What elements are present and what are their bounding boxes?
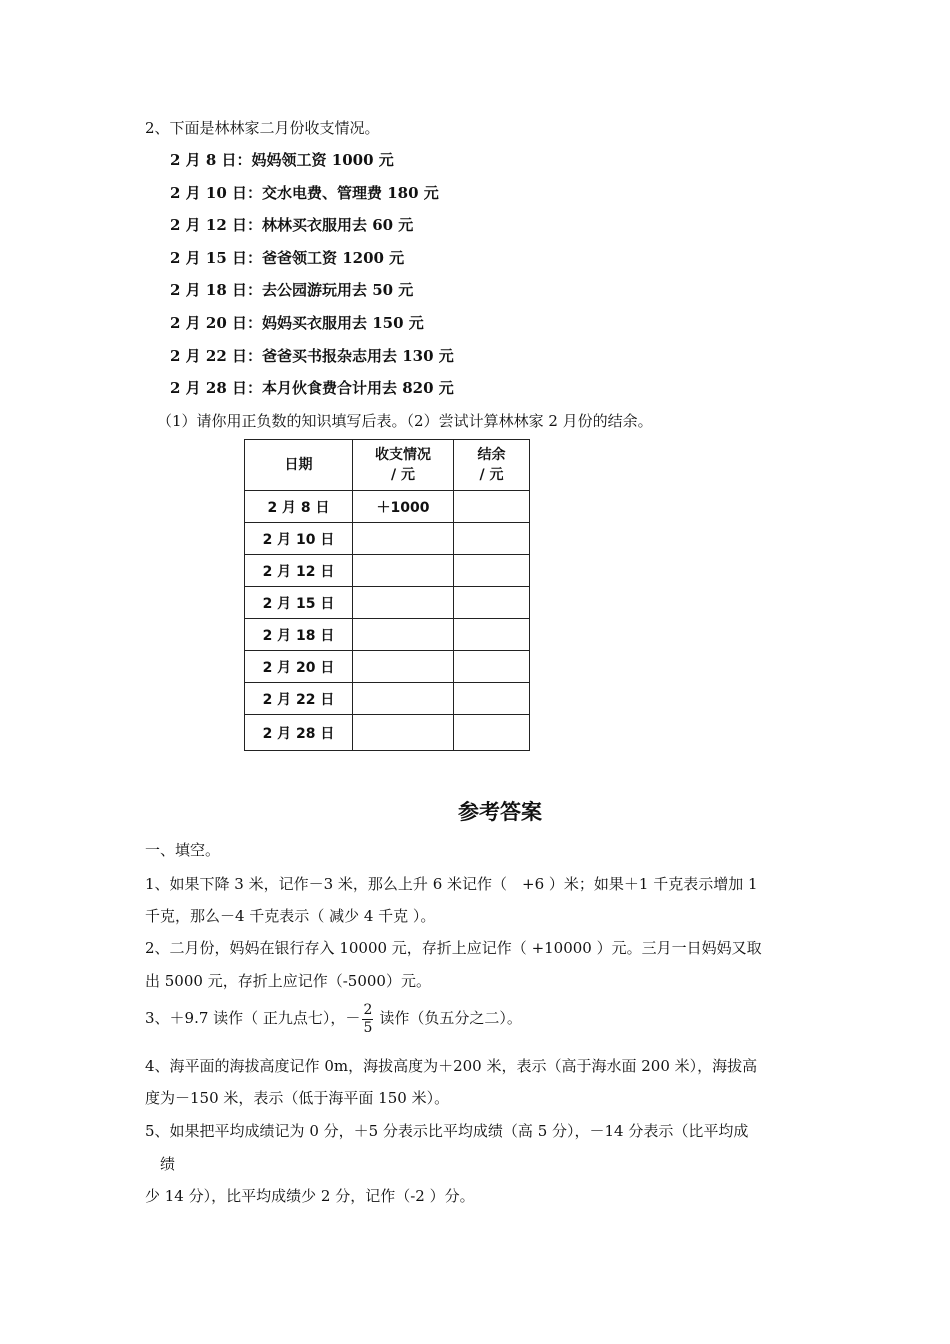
answer-5-line-2: 绩 — [160, 1155, 176, 1173]
header-income-label: 收支情况 — [375, 447, 431, 463]
answer-4-line-2: 度为－150 米，表示（低于海平面 150 米）。 — [145, 1089, 450, 1107]
row-income — [353, 587, 454, 619]
entry-feb-15: 2 月 15 日：爸爸领工资 1200 元 — [170, 249, 405, 267]
row-balance — [454, 523, 530, 555]
answer-3 — [145, 1000, 522, 1037]
entry-feb-12: 2 月 12 日：林林买衣服用去 60 元 — [170, 216, 414, 234]
answer-5-line-1: 5、如果把平均成绩记为 0 分，＋5 分表示比平均成绩（高 5 分），－14 分表示（比平均成 — [145, 1122, 749, 1140]
row-date: 2 月 15 日 — [245, 587, 353, 619]
answer-4-line-1: 4、海平面的海拔高度记作 0m，海拔高度为＋200 米，表示（高于海水面 200 米），海拔高 — [145, 1057, 758, 1075]
income-expense-table — [244, 439, 530, 751]
header-date-label: 日期 — [284, 457, 313, 473]
table-row — [245, 491, 530, 523]
row-date: 2 月 8 日 — [245, 491, 353, 523]
entry-feb-28: 2 月 28 日：本月伙食费合计用去 820 元 — [170, 379, 454, 397]
table-row — [245, 715, 530, 751]
entry-feb-22: 2 月 22 日：爸爸买书报杂志用去 130 元 — [170, 347, 454, 365]
answer-5-line-3: 少 14 分），比平均成绩少 2 分，记作（-2 ）分。 — [145, 1187, 475, 1205]
row-balance — [454, 715, 530, 751]
answer-1-line-1: 1、如果下降 3 米，记作－3 米，那么上升 6 米记作（ +6 ）米；如果＋1 千克表示增加 1 — [145, 875, 758, 893]
row-income — [353, 715, 454, 751]
fraction-two-fifths — [362, 1002, 373, 1037]
row-date: 2 月 20 日 — [245, 651, 353, 683]
row-balance — [454, 683, 530, 715]
row-income — [353, 683, 454, 715]
row-date: 2 月 18 日 — [245, 619, 353, 651]
header-income — [353, 440, 454, 491]
row-income — [353, 619, 454, 651]
header-balance-unit: / 元 — [479, 467, 504, 483]
row-date: 2 月 28 日 — [245, 715, 353, 751]
row-income — [353, 523, 454, 555]
header-date — [245, 440, 353, 491]
answer-1-line-2: 千克，那么－4 千克表示（ 减少 4 千克 ）。 — [145, 907, 436, 925]
question-2-intro: 2、下面是林林家二月份收支情况。 — [145, 119, 380, 137]
entry-feb-18: 2 月 18 日：去公园游玩用去 50 元 — [170, 281, 414, 299]
table-row — [245, 587, 530, 619]
header-balance — [454, 440, 530, 491]
answers-title: 参考答案 — [458, 799, 542, 824]
row-income — [353, 555, 454, 587]
row-income — [353, 651, 454, 683]
entry-feb-20: 2 月 20 日：妈妈买衣服用去 150 元 — [170, 314, 424, 332]
table-row — [245, 651, 530, 683]
entry-feb-10: 2 月 10 日：交水电费、管理费 180 元 — [170, 184, 439, 202]
header-income-unit: / 元 — [391, 467, 415, 483]
table-header-row — [245, 440, 530, 491]
answers-section-heading: 一、填空。 — [145, 841, 221, 859]
row-balance — [454, 587, 530, 619]
row-balance — [454, 651, 530, 683]
question-2-instruction: （1）请你用正负数的知识填写后表。（2）尝试计算林林家 2 月份的结余。 — [157, 412, 653, 430]
row-date: 2 月 10 日 — [245, 523, 353, 555]
table-row — [245, 555, 530, 587]
entry-feb-8: 2 月 8 日：妈妈领工资 1000 元 — [170, 151, 394, 169]
fraction-denominator: 5 — [363, 1019, 373, 1036]
row-date: 2 月 22 日 — [245, 683, 353, 715]
row-balance — [454, 619, 530, 651]
answer-2-line-1: 2、二月份，妈妈在银行存入 10000 元，存折上应记作（ +10000 ）元。三月一日妈妈又取 — [145, 939, 762, 957]
row-date: 2 月 12 日 — [245, 555, 353, 587]
answer-2-line-2: 出 5000 元，存折上应记作（-5000）元。 — [145, 972, 431, 990]
answer-3-suffix: 读作（负五分之二）。 — [379, 1009, 522, 1027]
answer-3-prefix: 3、＋9.7 读作（ 正九点七），－ — [145, 1009, 361, 1027]
row-balance — [454, 491, 530, 523]
fraction-numerator: 2 — [363, 1001, 373, 1018]
row-income: ＋1000 — [353, 491, 454, 523]
table-row — [245, 683, 530, 715]
table-row — [245, 619, 530, 651]
row-balance — [454, 555, 530, 587]
table-row — [245, 523, 530, 555]
header-balance-label: 结余 — [477, 447, 506, 463]
